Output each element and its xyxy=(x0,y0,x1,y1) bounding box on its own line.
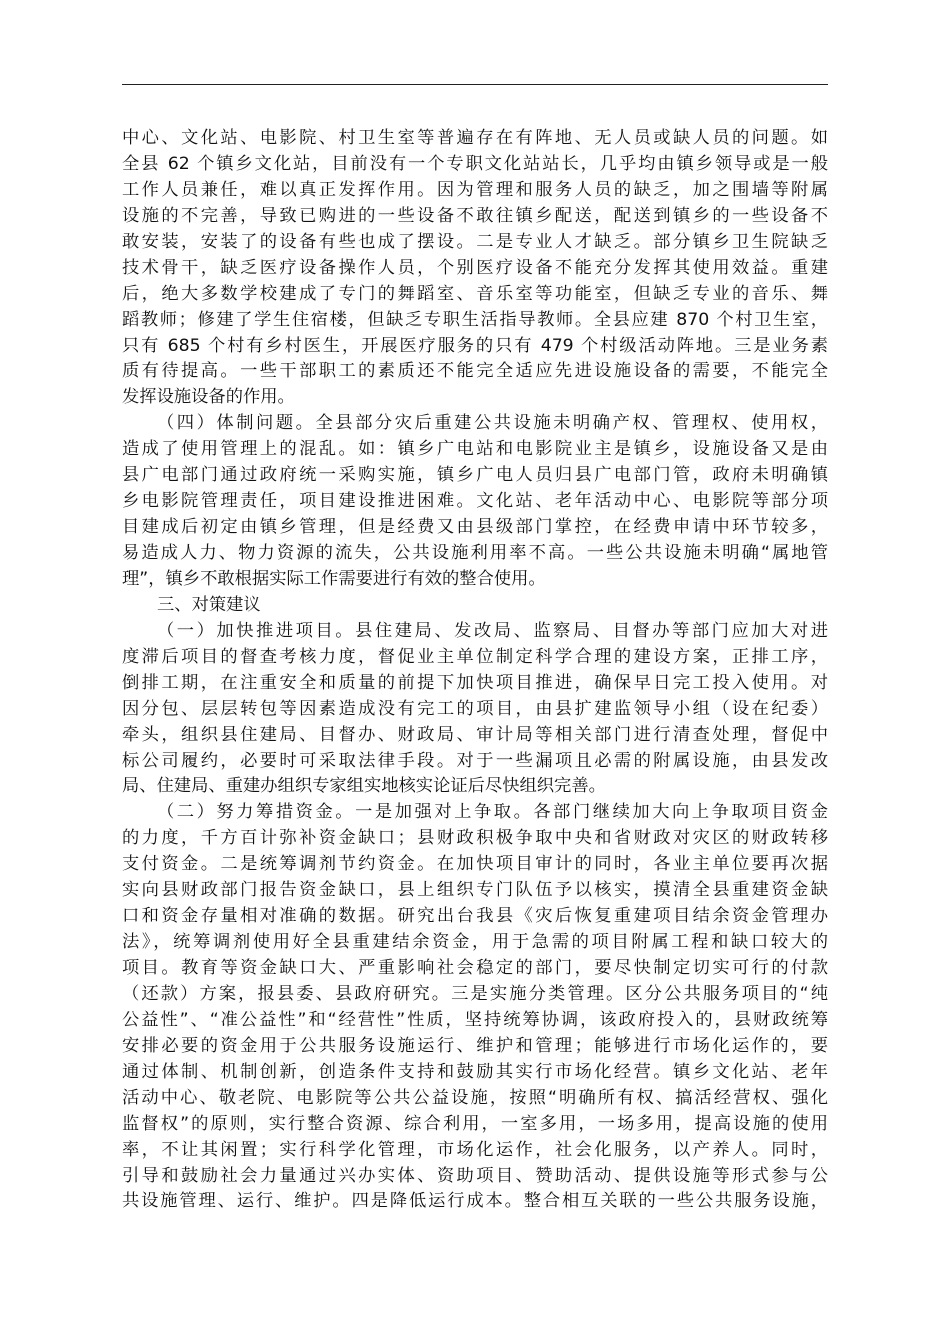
text-line: 目建成后初定由镇乡管理，但是经费又由县级部门掌控，在经费申请中环节较多， xyxy=(122,517,828,538)
text-line: 造成了使用管理上的混乱。如：镇乡广电站和电影院业主是镇乡，设施设备又是由 xyxy=(122,439,828,460)
text-line: 通过体制、机制创新，创造条件支持和鼓励其实行市场化经营。镇乡文化站、老年 xyxy=(122,1061,828,1082)
text-line: 理”，镇乡不敢根据实际工作需要进行有效的整合使用。 xyxy=(122,568,546,589)
text-line: 引导和鼓励社会力量通过兴办实体、资助项目、赞助活动、提供设施等形式参与公 xyxy=(122,1165,828,1186)
text-line: 法》，统筹调剂使用好全县重建结余资金，用于急需的项目附属工程和缺口较大的 xyxy=(122,932,828,953)
text-line: 蹈教师；修建了学生住宿楼，但缺乏专职生活指导教师。全县应建 870 个村卫生室， xyxy=(122,309,828,330)
text-line: 的力度，千方百计弥补资金缺口；县财政积极争取中央和省财政对灾区的财政转移 xyxy=(122,828,828,849)
text-line: 项目。教育等资金缺口大、严重影响社会稳定的部门，要尽快制定切实可行的付款 xyxy=(122,958,828,978)
document-body xyxy=(122,126,828,1215)
text-line: 监督权”的原则，实行整合资源、综合利用，一室多用，一场多用，提高设施的使用 xyxy=(122,1113,828,1134)
text-line: 全县 62 个镇乡文化站，目前没有一个专职文化站站长，几乎均由镇乡领导或是一般 xyxy=(122,153,828,174)
text-line: （一）加快推进项目。县住建局、发改局、监察局、目督办等部门应加大对进 xyxy=(157,620,828,641)
text-line: 敢安装，安装了的设备有些也成了摆设。二是专业人才缺乏。部分镇乡卫生院缺乏 xyxy=(122,231,828,252)
text-line: 只有 685 个村有乡村医生，开展医疗服务的只有 479 个村级活动阵地。三是业务素 xyxy=(122,335,828,356)
text-line: 易造成人力、物力资源的流失，公共设施利用率不高。一些公共设施未明确“属地管 xyxy=(122,543,828,563)
text-line: 支付资金。二是统筹调剂节约资金。在加快项目审计的同时，各业主单位要再次据 xyxy=(122,854,828,875)
text-line: 后，绝大多数学校建成了专门的舞蹈室、音乐室等功能室，但缺乏专业的音乐、舞 xyxy=(122,283,828,304)
header-rule xyxy=(122,84,828,85)
text-line: （二）努力筹措资金。一是加强对上争取。各部门继续加大向上争取项目资金 xyxy=(157,802,828,823)
text-line: 标公司履约，必要时可采取法律手段。对于一些漏项且必需的附属设施，由县发改 xyxy=(122,750,828,771)
text-line: 发挥设施设备的作用。 xyxy=(122,387,295,408)
text-line: 技术骨干，缺乏医疗设备操作人员，个别医疗设备不能充分发挥其使用效益。重建 xyxy=(122,257,828,278)
text-line: 牵头，组织县住建局、目督办、财政局、审计局等相关部门进行清查处理，督促中 xyxy=(122,724,828,745)
text-line: 县广电部门通过政府统一采购实施，镇乡广电人员归县广电部门管，政府未明确镇 xyxy=(122,465,828,486)
text-line: 中心、文化站、电影院、村卫生室等普遍存在有阵地、无人员或缺人员的问题。如 xyxy=(122,128,828,148)
text-line: （四）体制问题。全县部分灾后重建公共设施未明确产权、管理权、使用权， xyxy=(157,413,828,434)
text-line: 安排必要的资金用于公共服务设施运行、维护和管理；能够进行市场化运作的，要 xyxy=(122,1035,828,1056)
text-line: 工作人员兼任，难以真正发挥作用。因为管理和服务人员的缺乏，加之围墙等附属 xyxy=(122,179,828,200)
text-line: 度滞后项目的督查考核力度，督促业主单位制定科学合理的建设方案，正排工序， xyxy=(122,646,828,667)
text-line: 乡电影院管理责任，项目建设推进困难。文化站、老年活动中心、电影院等部分项 xyxy=(122,491,828,512)
text-line: 质有待提高。一些干部职工的素质还不能完全适应先进设施设备的需要，不能完全 xyxy=(122,361,828,382)
text-line: 设施的不完善，导致已购进的一些设备不敢往镇乡配送，配送到镇乡的一些设备不 xyxy=(122,205,828,226)
text-line: 局、住建局、重建办组织专家组实地核实论证后尽快组织完善。 xyxy=(122,776,606,797)
text-line: 率，不让其闲置；实行科学化管理，市场化运作，社会化服务，以产养人。同时， xyxy=(122,1139,828,1160)
text-line: 共设施管理、运行、维护。四是降低运行成本。整合相互关联的一些公共服务设施， xyxy=(122,1191,828,1212)
text-line: 三、对策建议 xyxy=(157,594,261,615)
text-line: 倒排工期，在注重安全和质量的前提下加快项目推进，确保早日完工投入使用。对 xyxy=(122,672,828,693)
text-line: 活动中心、敬老院、电影院等公共公益设施，按照“明确所有权、搞活经营权、强化 xyxy=(122,1087,828,1108)
text-line: 实向县财政部门报告资金缺口，县上组织专门队伍予以核实，摸清全县重建资金缺 xyxy=(122,880,828,901)
text-line: 口和资金存量相对准确的数据。研究出台我县《灾后恢复重建项目结余资金管理办 xyxy=(122,906,828,927)
text-line: 公益性”、“准公益性”和“经营性”性质，坚持统筹协调，该政府投入的，县财政统筹 xyxy=(122,1009,828,1030)
text-line: 因分包、层层转包等因素造成没有完工的项目，由县扩建监领导小组（设在纪委） xyxy=(122,698,828,719)
text-line: （还款）方案，报县委、县政府研究。三是实施分类管理。区分公共服务项目的“纯 xyxy=(122,983,828,1004)
